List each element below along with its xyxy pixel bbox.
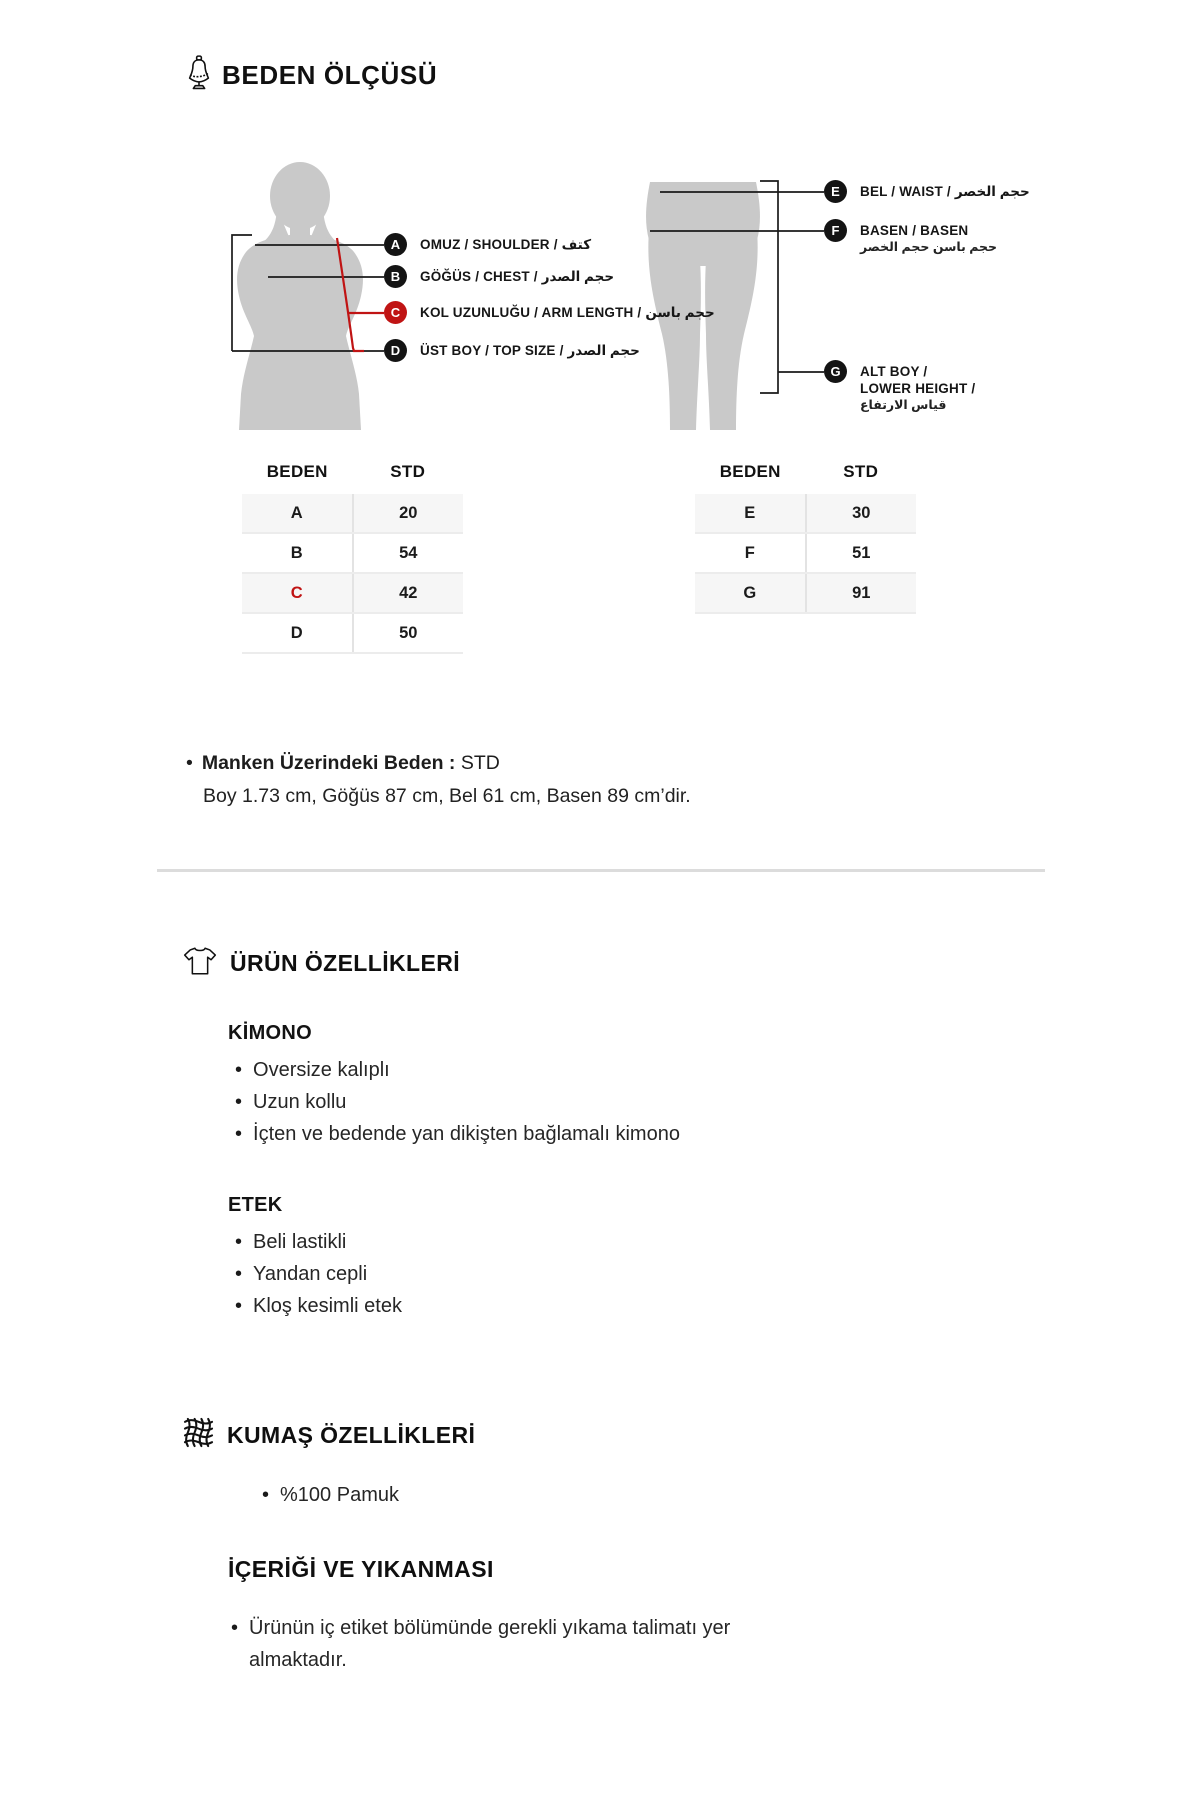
label-g-text	[860, 363, 975, 414]
col-beden: BEDEN	[266, 462, 328, 481]
cell-letter: A	[242, 494, 354, 532]
cell-value: 50	[399, 623, 418, 642]
page-title: BEDEN ÖLÇÜSÜ	[222, 60, 438, 90]
col-beden: BEDEN	[719, 462, 781, 481]
table-row	[695, 534, 916, 574]
section-divider	[157, 869, 1045, 872]
model-measurements: Boy 1.73 cm, Göğüs 87 cm, Bel 61 cm, Basen 89 cm’dir.	[203, 785, 691, 807]
table-header	[242, 462, 463, 482]
size-table-top	[242, 462, 463, 654]
label-e-text: BEL / WAIST / حجم الخصر	[860, 184, 1030, 199]
item-text: • Kloş kesimli etek	[253, 1295, 402, 1317]
table-row	[695, 494, 916, 534]
label-g-line1: ALT BOY /	[860, 364, 928, 379]
size-table-bottom	[695, 462, 916, 614]
label-shoulder	[384, 233, 591, 256]
item-text: • Uzun kollu	[253, 1091, 347, 1113]
cell-value: 91	[852, 583, 871, 602]
model-size-value: STD	[460, 752, 500, 774]
list-item	[231, 1612, 831, 1676]
label-chest	[384, 265, 614, 288]
label-c-text: KOL UZUNLUĞU / ARM LENGTH / حجم باسن	[420, 305, 715, 320]
label-arm-length	[384, 301, 715, 324]
fabric-features-list	[262, 1479, 399, 1511]
label-hip	[824, 219, 997, 256]
table-row	[695, 574, 916, 614]
cell-letter: F	[695, 534, 807, 572]
tshirt-icon	[183, 946, 217, 981]
fabric-features-header	[183, 1417, 475, 1453]
table-row	[242, 614, 463, 654]
cell-value: 54	[399, 543, 418, 562]
torso-silhouette	[237, 162, 363, 430]
etek-items	[235, 1226, 680, 1322]
item-text: • Beli lastikli	[253, 1231, 347, 1253]
fabric-features-title: KUMAŞ ÖZELLİKLERİ	[227, 1421, 476, 1448]
item-text: • Oversize kalıplı	[253, 1059, 390, 1081]
list-item	[235, 1290, 680, 1322]
list-item	[235, 1086, 680, 1118]
page-header	[184, 55, 437, 96]
col-std: STD	[390, 462, 426, 481]
fabric-icon	[183, 1417, 214, 1453]
label-d-badge: D	[384, 339, 407, 362]
label-f-line2: حجم باسن حجم الخصر	[860, 240, 998, 254]
label-top-size	[384, 339, 640, 362]
label-a-text: OMUZ / SHOULDER / كتف	[420, 237, 592, 252]
group-heading-etek: ETEK	[228, 1194, 283, 1216]
mannequin-icon	[184, 55, 214, 96]
label-f-badge: F	[824, 219, 847, 242]
label-waist	[824, 180, 1030, 203]
label-g-line2: LOWER HEIGHT /	[860, 381, 976, 396]
bullet: •	[186, 752, 193, 774]
measurement-diagram	[0, 130, 1200, 430]
item-text: • Ürünün iç etiket bölümünde gerekli yıkama talimatı yer almaktadır.	[249, 1617, 731, 1671]
product-features-list	[228, 1022, 680, 1322]
table-row	[242, 534, 463, 574]
table-header	[695, 462, 916, 482]
model-size-line	[186, 752, 691, 775]
table-row	[242, 494, 463, 534]
col-std: STD	[843, 462, 879, 481]
table-row	[242, 574, 463, 614]
cell-letter: D	[242, 614, 354, 652]
label-b-text: GÖĞÜS / CHEST / حجم الصدر	[420, 269, 615, 284]
label-b-badge: B	[384, 265, 407, 288]
list-item	[262, 1479, 399, 1511]
product-features-title: ÜRÜN ÖZELLİKLERİ	[230, 950, 460, 976]
kimono-items	[235, 1054, 680, 1150]
product-features-header	[183, 946, 460, 981]
label-lower-height	[824, 360, 975, 414]
care-title: İÇERİĞİ VE YIKANMASI	[228, 1556, 494, 1582]
cell-value: 30	[852, 503, 871, 522]
item-text: • %100 Pamuk	[280, 1484, 399, 1506]
cell-letter: B	[242, 534, 354, 572]
label-e-badge: E	[824, 180, 847, 203]
label-a-badge: A	[384, 233, 407, 256]
label-f-text	[860, 222, 997, 256]
item-text: • İçten ve bedende yan dikişten bağlamalı kimono	[253, 1123, 680, 1145]
list-item	[235, 1118, 680, 1150]
model-size-info	[186, 752, 691, 811]
care-header	[228, 1556, 494, 1583]
label-c-badge: C	[384, 301, 407, 324]
label-f-line1: BASEN / BASEN	[860, 223, 969, 238]
label-d-text: ÜST BOY / TOP SIZE / حجم الصدر	[420, 343, 640, 358]
cell-value: 20	[399, 503, 418, 522]
label-g-badge: G	[824, 360, 847, 383]
cell-letter: G	[695, 574, 807, 612]
list-item	[235, 1258, 680, 1290]
model-size-label: Manken Üzerindeki Beden :	[201, 752, 456, 774]
cell-letter: E	[695, 494, 807, 532]
list-item	[235, 1054, 680, 1086]
group-heading-kimono: KİMONO	[228, 1022, 313, 1044]
cell-value: 51	[852, 543, 871, 562]
item-text: • Yandan cepli	[253, 1263, 368, 1285]
cell-letter: C	[242, 574, 354, 612]
cell-value: 42	[399, 583, 418, 602]
label-g-line3: قياس الارتفاع	[860, 398, 947, 412]
care-list	[231, 1612, 831, 1676]
list-item	[235, 1226, 680, 1258]
